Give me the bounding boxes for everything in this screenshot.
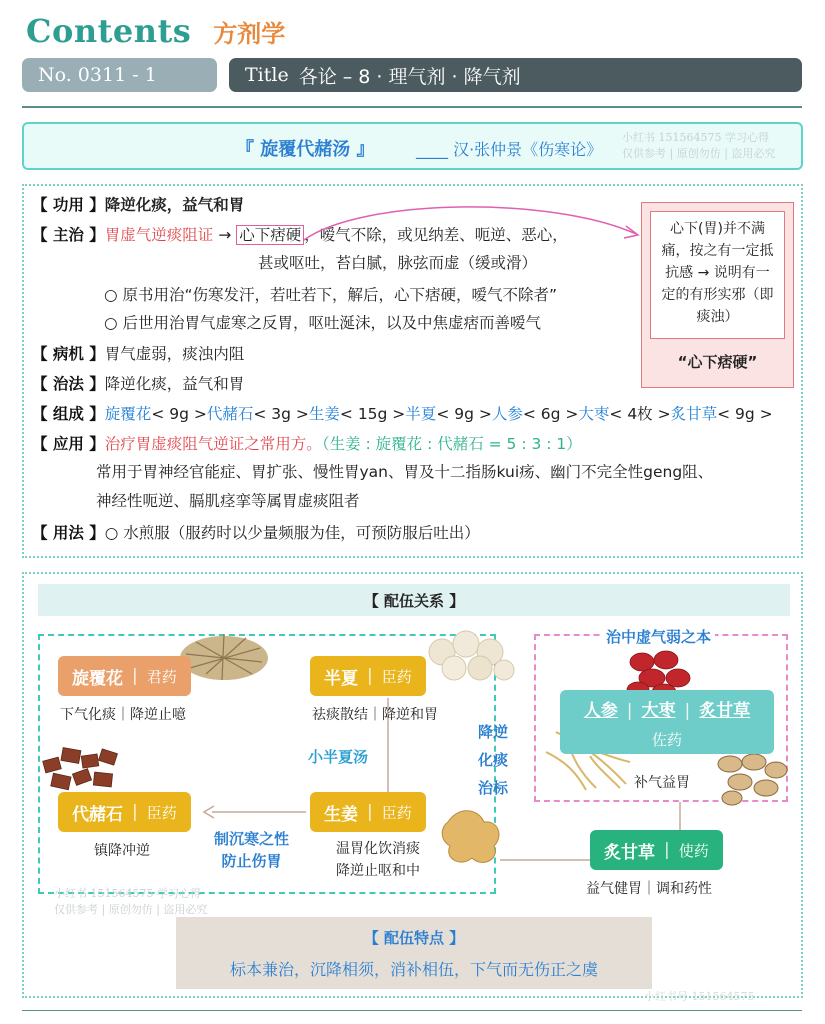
yongfa-row	[32, 522, 480, 544]
jiangni-line: 治标	[478, 779, 509, 797]
herb-name: 炙甘草	[670, 405, 718, 423]
formula-name: 『 旋覆代赭汤 』	[236, 139, 375, 160]
herb-name: 代赭石	[72, 804, 123, 825]
watermark-line: 小红书 151564575 学习心得	[54, 887, 201, 900]
herb-name: 大枣	[578, 405, 610, 423]
watermark	[622, 130, 775, 162]
zhizhong-label: 治中虚气弱之本	[602, 626, 715, 647]
herb-name: 生姜	[308, 405, 340, 423]
formula-source: ____ 汉·张仲景《伤寒论》	[416, 140, 603, 159]
banxia-image	[424, 626, 516, 684]
number-badge	[22, 58, 217, 92]
bingji-text: 胃气虚弱，痰浊内阻	[104, 345, 245, 363]
gongyong-label: 【 功用 】	[32, 196, 105, 214]
side-note-text: 心下(胃)并不满痛，按之有一定抵抗感 → 说明有一定的有形实邪（即痰浊）	[650, 211, 785, 339]
herb-separator: |	[367, 666, 373, 686]
zuoyao-names	[560, 696, 774, 721]
herb-name: 旋覆花	[72, 668, 123, 689]
jiangni-label	[478, 718, 508, 802]
herb-dose: < 9g >	[717, 405, 773, 423]
feature-text: 标本兼治，沉降相须，消补相伍，下气而无伤正之虞	[229, 960, 598, 979]
herb-name: 生姜	[324, 804, 358, 825]
details-panel	[22, 184, 803, 558]
zhifa-row	[32, 373, 244, 395]
zhuzhi-symptoms: ，嗳气不除，或见纳差、呃逆、恶心，	[304, 226, 568, 244]
xiaobanxia-label: 小半夏汤	[308, 748, 369, 766]
herb-dose: < 3g >	[253, 405, 309, 423]
title-prefix: Title	[245, 64, 289, 86]
footer-divider	[22, 1010, 802, 1011]
herb-name: 半夏	[324, 668, 358, 689]
zhigancao-caption: 益气健胃｜调和药性	[586, 881, 712, 897]
zhuzhi-line4: ○ 后世用治胃气虚寒之反胃，呕吐涎沫，以及中焦虚痞而善嗳气	[104, 314, 541, 332]
herb-separator: |	[132, 802, 138, 822]
yingyong-line2: 常用于胃神经官能症、胃扩张、慢性胃yan、胃及十二指肠kui疡、幽门不完全性geng阻、	[96, 463, 714, 481]
herb-dose: < 9g >	[436, 405, 492, 423]
zhuzhi-line3: ○ 原书用治“伤寒发汗，若吐若下，解后，心下痞硬，嗳气不除者”	[104, 286, 558, 304]
banxia-caption: 祛痰散结｜降逆和胃	[312, 707, 438, 723]
yongfa-text: ○ 水煎服（服药时以少量频服为佳，可预防服后吐出）	[104, 524, 480, 542]
zhifa-label: 【 治法 】	[32, 375, 105, 393]
formula-banner	[22, 122, 803, 170]
herb-separator: |	[367, 802, 373, 822]
herb-name: 大枣	[641, 701, 676, 721]
gongyong-text: 降逆化痰，益气和胃	[104, 196, 245, 214]
header-title	[26, 12, 285, 50]
herb-dose: < 4枚 >	[609, 405, 671, 423]
yingyong-ratio: （生姜 : 旋覆花 : 代赭石 = 5 : 3 : 1）	[321, 435, 582, 453]
zucheng-list	[105, 405, 773, 423]
herb-role: 佐药	[651, 731, 682, 749]
title-bar	[229, 58, 802, 92]
jiangni-line: 化痰	[478, 751, 509, 769]
herb-name: 人参	[583, 701, 618, 721]
zhichen-line: 制沉寒之性	[214, 830, 290, 848]
herb-name: 炙甘草	[699, 701, 751, 721]
herb-separator: |	[626, 701, 633, 721]
gancao-image	[714, 750, 790, 808]
yingyong-text: 治疗胃虚痰阻气逆证之常用方。	[104, 435, 322, 453]
arrow-icon: →	[218, 226, 232, 244]
herb-dose: < 15g >	[339, 405, 406, 423]
zucheng-label: 【 组成 】	[32, 405, 105, 423]
herb-role: 臣药	[381, 667, 412, 686]
herb-role: 臣药	[146, 803, 177, 822]
herb-name: 人参	[491, 405, 523, 423]
herb-name: 代赭石	[206, 405, 254, 423]
contents-label: Contents	[26, 12, 192, 50]
herb-separator: |	[132, 666, 138, 686]
herb-role: 臣药	[381, 803, 412, 822]
daizheshi-caption: 镇降冲逆	[94, 843, 150, 859]
herb-daizheshi	[58, 792, 191, 832]
gongyong-row	[32, 194, 244, 216]
jiangni-line: 降逆	[478, 723, 509, 741]
side-note	[641, 202, 794, 388]
herb-zuoyao	[560, 690, 774, 754]
zhuzhi-syndrome: 胃虚气逆痰阻证	[104, 226, 214, 244]
zhuzhi-line2: 甚或呕吐，苔白腻，脉弦而虚（缓或滑）	[258, 254, 538, 272]
yingyong-label: 【 应用 】	[32, 435, 105, 453]
herb-dose: < 9g >	[151, 405, 207, 423]
herb-name: 炙甘草	[604, 842, 655, 863]
herb-banxia	[310, 656, 426, 696]
side-note-caption: “心下痞硬”	[677, 353, 758, 371]
watermark-line: 小红书 151564575 学习心得	[622, 131, 769, 144]
shengjiang-image	[438, 802, 510, 872]
yingyong-line3: 神经性呃逆、膈肌痉挛等属胃虚痰阻者	[96, 492, 360, 510]
bingji-row	[32, 343, 244, 365]
watermark-line: 仅供参考 | 原创勿仿 | 盗用必究	[54, 903, 208, 916]
zuoyao-caption: 补气益胃	[634, 775, 690, 791]
feature-box	[176, 917, 652, 989]
zhichen-label	[214, 828, 289, 872]
compatibility-panel	[22, 572, 803, 1003]
pointer-arrow-icon	[302, 204, 642, 244]
herb-role: 使药	[678, 841, 709, 860]
watermark	[54, 886, 207, 918]
herb-xuanfuhua	[58, 656, 191, 696]
herb-name: 半夏	[405, 405, 437, 423]
xuanfuhua-caption: 下气化痰｜降逆止噫	[60, 707, 186, 723]
header-divider	[22, 106, 802, 108]
herb-name: 旋覆花	[104, 405, 152, 423]
title-text: 各论 – 8 · 理气剂 · 降气剂	[298, 65, 521, 88]
zhifa-text: 降逆化痰，益气和胃	[104, 375, 245, 393]
watermark-corner: 小红书号 151564575	[644, 990, 755, 1003]
zucheng-row	[32, 403, 773, 425]
shengjiang-caption-1: 温胃化饮消痰	[336, 841, 420, 857]
daizheshi-image	[38, 739, 124, 799]
herb-dose: < 6g >	[522, 405, 579, 423]
herb-shengjiang	[310, 792, 426, 832]
herb-role: 君药	[146, 667, 177, 686]
herb-zhigancao	[590, 830, 723, 870]
feature-title: 【 配伍特点 】	[363, 929, 465, 947]
subject-label: 方剂学	[213, 20, 286, 48]
zhichen-line: 防止伤胃	[221, 852, 282, 870]
shengjiang-caption-2: 降逆止呕和中	[336, 863, 420, 879]
bingji-label: 【 病机 】	[32, 345, 105, 363]
zhuzhi-label: 【 主治 】	[32, 226, 105, 244]
number-label: No. 0311 - 1	[38, 64, 157, 86]
yongfa-label: 【 用法 】	[32, 524, 105, 542]
yingyong-row	[32, 433, 582, 455]
herb-separator: |	[684, 701, 691, 721]
zhuzhi-key-symptom: 心下痞硬	[236, 225, 304, 245]
compatibility-header: 【 配伍关系 】	[38, 584, 790, 616]
herb-separator: |	[664, 840, 670, 860]
watermark-line: 仅供参考 | 原创勿仿 | 盗用必究	[622, 147, 776, 160]
